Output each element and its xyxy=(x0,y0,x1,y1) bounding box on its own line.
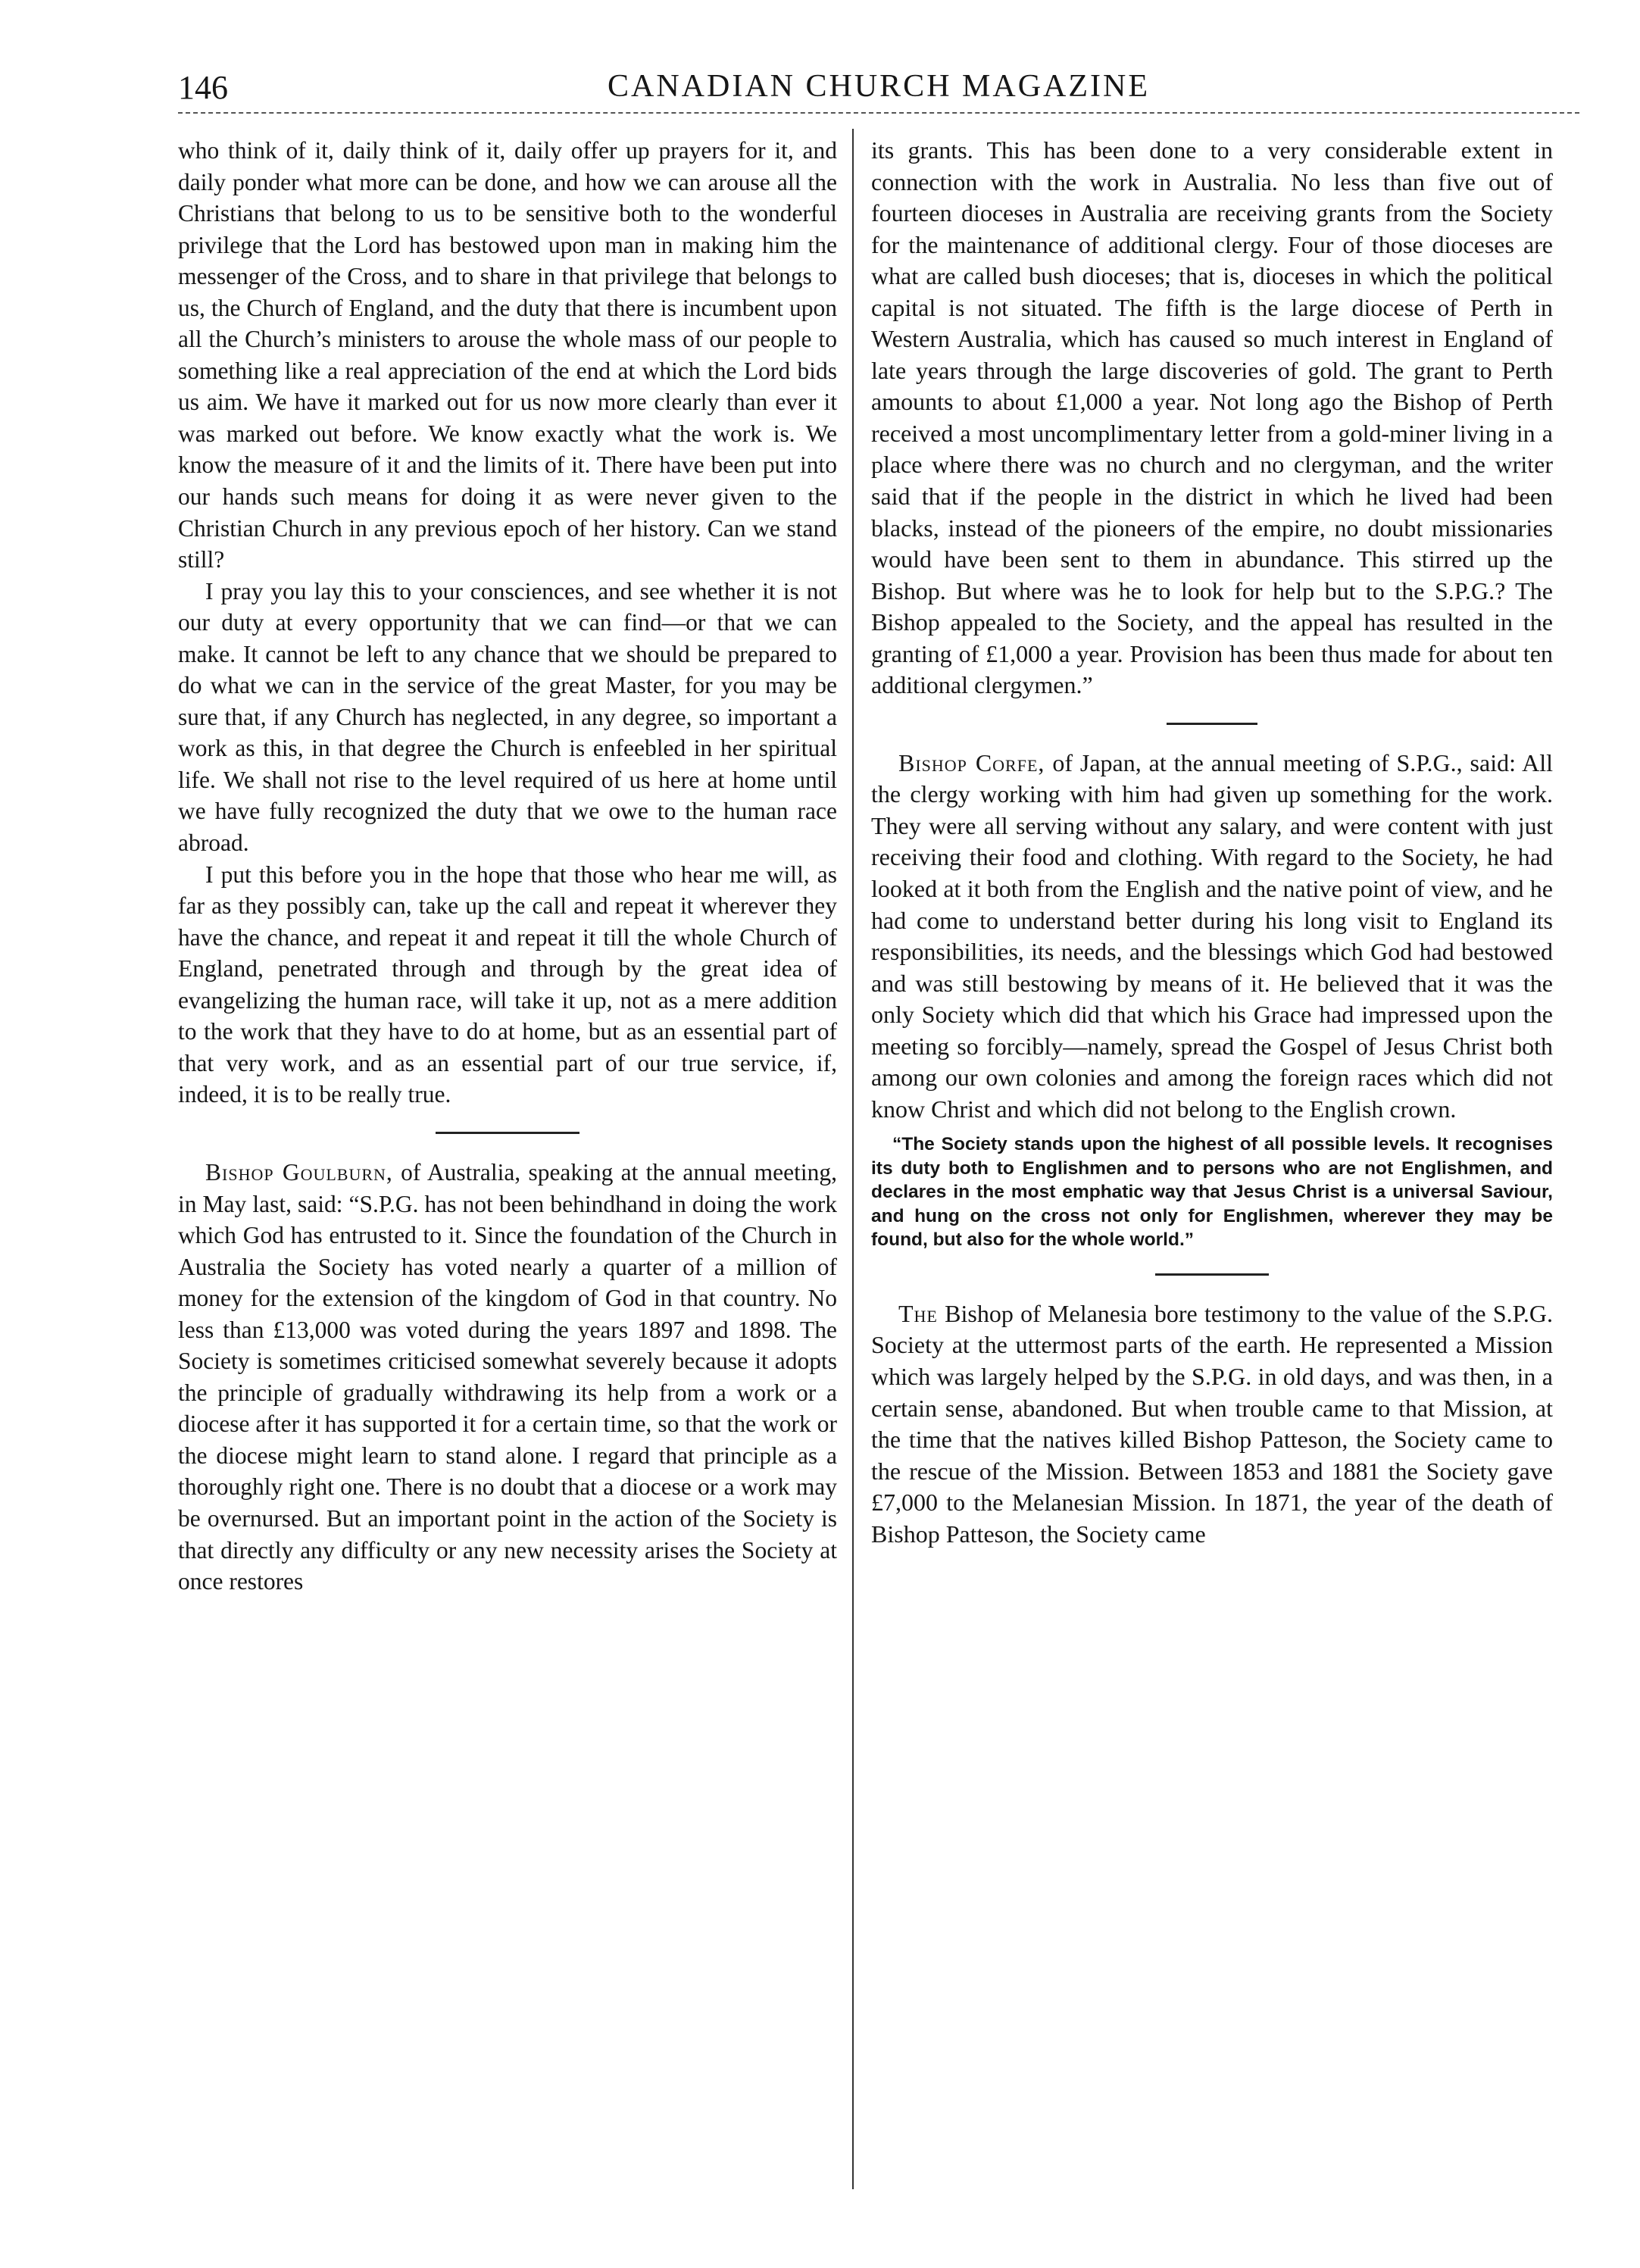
speaker-name: Bishop Goulburn, xyxy=(205,1158,393,1186)
header-rule xyxy=(178,112,1579,114)
paragraph-bishop-corfe xyxy=(871,748,1553,1126)
section-separator xyxy=(1167,723,1257,725)
paragraph-call: I put this before you in the hope that those who hear me will, as far as they possibly can, take up the call and repeat it wherever they have the chance, and repeat it and repeat it till the whole Church of England, penetrated through and through by the great idea of evangelizing the human race, will take it up, not as a mere addition to the work that they have to do at home, but as an essential part of that very work, and as an essential part of our true service, if, indeed, it is to be really true. xyxy=(178,861,837,1108)
block-quote: “The Society stands upon the highest of all possible levels. It recognises its duty both to Englishmen and to persons who are not Englishmen, and declares in the most emphatic way that Jesus Christ is a universal Saviour, and hung on the cross not only for Englishmen, wherever they may be found, but also for the whole world.” xyxy=(871,1134,1553,1251)
column-divider xyxy=(852,129,854,2189)
page-number: 146 xyxy=(178,69,228,106)
speech-text: of Australia, speaking at the annual meeting, in May last, said: “S.P.G. has not been behindhand in doing the work which God has entrusted to it. Since the foundation of the Church in Australia the Society has voted nearly a quarter of a million of money for the extension of the kingdom of God in that country. No less than £13,000 was voted during the years 1897 and 1898. The Society is sometimes criticised somewhat severely because it adopts the principle of gradually withdrawing its help from a work or a diocese after it has supported it for a certain time, so that the work or the diocese might learn to stand alone. I regard that principle as a thoroughly right one. There is no doubt that a diocese or a work may be overnursed. But an important point in the action of the Society is that directly any difficulty or any new necessity arises the Society at once restores xyxy=(178,1158,837,1595)
section-separator xyxy=(1155,1273,1269,1276)
running-title: CANADIAN CHURCH MAGAZINE xyxy=(608,69,1150,104)
right-column xyxy=(871,135,1553,1550)
paragraph-bishop-goulburn xyxy=(178,1157,837,1598)
speech-text: of Japan, at the annual meeting of S.P.G., said: All the clergy working with him had given up something for the work. They were all serving without any salary, and were content with just receiving their food and clothing. With regard to the Society, he had looked at it both from the English and the native point of view, and he had come to understand better during his long visit to England its responsibilities, its needs, and the blessings which God had bestowed and was still bestowing by means of it. He believed that it was the only Society which did that which his Grace had impressed upon the meeting so forcibly—namely, spread the Gospel of Jesus Christ both among our own colonies and among the foreign races which did not know Christ and which did not belong to the English crown. xyxy=(871,748,1554,1123)
lead-word: The xyxy=(898,1299,938,1327)
paragraph-conscience: I pray you lay this to your consciences, and see whether it is not our duty at every opportunity that we can find—or that we can make. It cannot be left to any chance that we should be prepared to do what we can in the service of the great Master, for you may be sure that, if any Church has neglected, in any degree, so important a work as this, in that degree the Church is enfeebled in her spiritual life. We shall not rise to the level required of us here at home until we have fully recognized the duty that we owe to the human race abroad. xyxy=(178,577,837,857)
body-text: Bishop of Melanesia bore testimony to the value of the S.P.G. Society at the uttermost parts of the earth. He represented a Mission which was largely helped by the S.P.G. in old days, and was then, in a certain sense, abandoned. But when trouble came to that Mission, at the time that the natives killed Bishop Patteson, the Society came to the rescue of the Mission. Between 1853 and 1881 the Society gave £7,000 to the Melanesian Mission. In 1871, the year of the death of Bishop Patteson, the Society came xyxy=(871,1299,1553,1548)
speaker-name: Bishop Corfe, xyxy=(898,748,1045,776)
paragraph-grants: its grants. This has been done to a very considerable extent in connection with the work in Australia. No less than five out of fourteen dioceses in Australia are receiving grants from the Society for the maintenance of additional clergy. Four of those dioceses are what are called bush dioceses; that is, dioceses in which the political capital is not situated. The fifth is the large diocese of Perth in Western Australia, which has caused so much interest in England of late years through the large discoveries of gold. The grant to Perth amounts to about £1,000 a year. Not long ago the Bishop of Perth received a most uncomplimentary letter from a gold-miner living in a place where there was no church and no clergyman, and the writer said that if the people in the district in which he lived had been blacks, instead of the pioneers of the empire, no doubt missionaries would have been sent to them in abundance. This stirred up the Bishop. But where was he to look for help but to the S.P.G.? The Bishop appealed to the Society, and the appeal has resulted in the granting of £1,000 a year. Provision has been thus made for about ten additional clergymen.” xyxy=(871,136,1553,699)
section-separator xyxy=(436,1132,579,1134)
paragraph-continuation: who think of it, daily think of it, daily offer up prayers for it, and daily ponder what more can be done, and how we can arouse all the Christians that belong to us to be sensitive both to the wonderful privilege that the Lord has bestowed upon man in making him the messenger of the Cross, and to share in that privilege that belongs to us, the Church of England, and the duty that there is incumbent upon all the Church’s ministers to arouse the whole mass of our people to something like a real appreciation of the end at which the Lord bids us aim. We have it marked out for us now more clearly than ever it was marked out before. We know exactly what the work is. We know the measure of it and the limits of it. There have been put into our hands such means for doing it as were never given to the Christian Church in any previous epoch of her history. Can we stand still? xyxy=(178,137,837,573)
page-header xyxy=(178,68,1579,114)
paragraph-melanesia xyxy=(871,1298,1553,1550)
left-column xyxy=(178,135,837,1598)
